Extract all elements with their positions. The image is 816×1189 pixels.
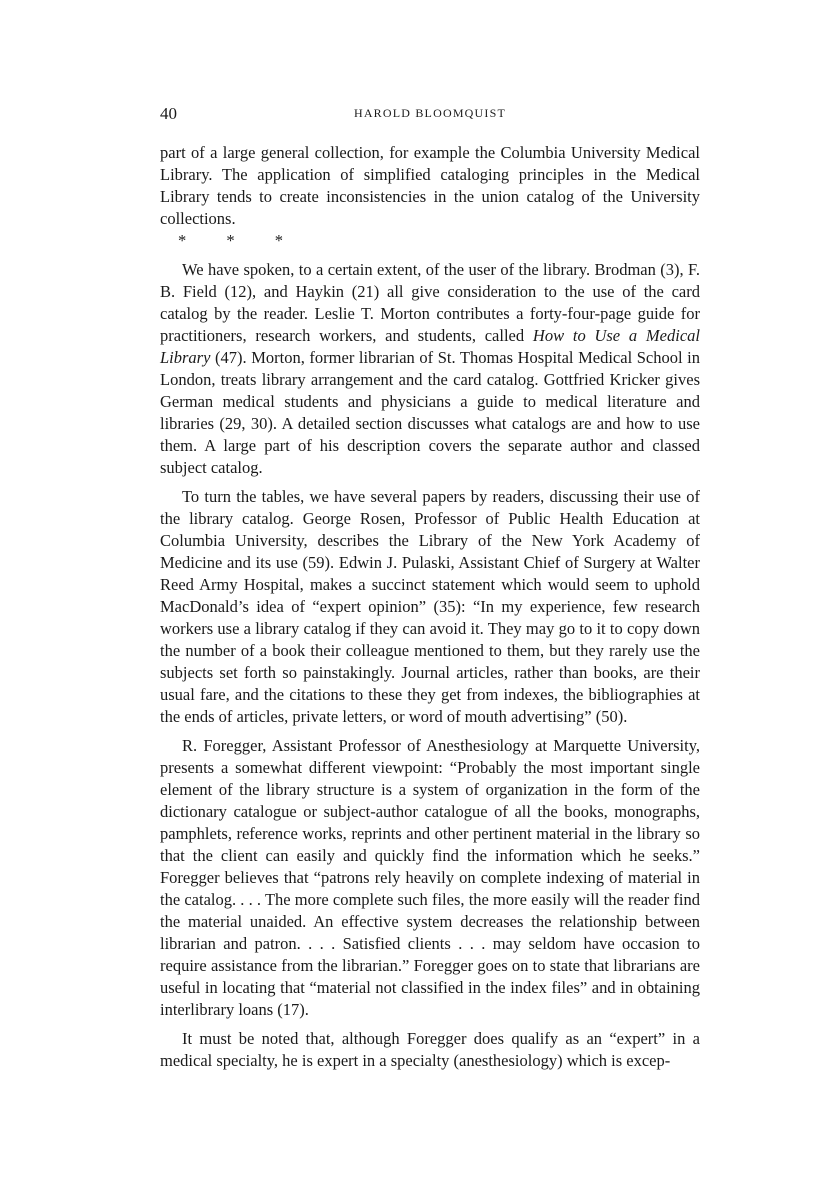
paragraph-text: (47). Morton, former librarian of St. Thomas Hospital Medical School in London, treats library arrangement and the card catalog. Gottfried Kricker gives German medical students and physicians a guide to medical literature and libraries (29, 30). A detailed section discusses what catalogs are and how to use them. A large part of his description covers the separate author and classed subject catalog. [160, 348, 700, 477]
paragraph-continuation: part of a large general collection, for example the Columbia University Medical Library. The application of simplified cataloging principles in the Medical Library tends to create inconsistencies in the union catalog of the University collections. [160, 143, 700, 228]
body-text [160, 142, 700, 1072]
paragraph-catalog-users [160, 259, 700, 479]
page-number: 40 [160, 104, 177, 123]
paragraph-expert-note: It must be noted that, although Foregger does qualify as an “expert” in a medical specialty, he is expert in a specialty (anesthesiology) which is excep- [160, 1029, 700, 1070]
book-title: How to Use a Medical Library [160, 326, 700, 367]
page-header [160, 104, 700, 126]
paragraph-readers-papers: To turn the tables, we have several papers by readers, discussing their use of the library catalog. George Rosen, Professor of Public Health Education at Columbia University, describes the Library of the New York Academy of Medicine and its use (59). Edwin J. Pulaski, Assistant Chief of Surgery at Walter Reed Army Hospital, makes a succinct statement which would seem to uphold MacDonald’s idea of “expert opinion” (35): “In my experience, few research workers use a library catalog if they can avoid it. They may go to it to copy down the number of a book their colleague mentioned to them, but they rarely use the subjects set forth so painstakingly. Journal articles, rather than books, are their usual fare, and the citations to these they get from indexes, the bibliographies at the ends of articles, private letters, or word of mouth advertising” (50). [160, 487, 700, 726]
paragraph-foregger: R. Foregger, Assistant Professor of Anesthesiology at Marquette University, presents a somewhat different viewpoint: “Probably the most important single element of the library structure is a system of organization in the form of the dictionary catalogue or subject-author catalogue of all the books, monographs, pamphlets, reference works, reprints and other pertinent material in the library so that the client can easily and quickly find the information which he seeks.” Foregger believes that “patrons rely heavily on complete indexing of material in the catalog. . . . The more complete such files, the more easily will the reader find the material unaided. An effective system decreases the relationship between librarian and patron. . . . Satisfied clients . . . may seldom have occasion to require assistance from the librarian.” Foregger goes on to state that librarians are useful in locating that “material not classified in the index files” and in obtaining interlibrary loans (17). [160, 736, 700, 1019]
section-separator: * * * [178, 231, 301, 250]
paragraph-text: We have spoken, to a certain extent, of the user of the library. Brodman (3), F. B. Field (12), and Haykin (21) all give consideration to the use of the card catalog by the reader. Leslie T. Morton contributes a forty-four-page guide for practitioners, research workers, and students, called [160, 260, 700, 345]
running-head: HAROLD BLOOMQUIST [353, 106, 507, 120]
